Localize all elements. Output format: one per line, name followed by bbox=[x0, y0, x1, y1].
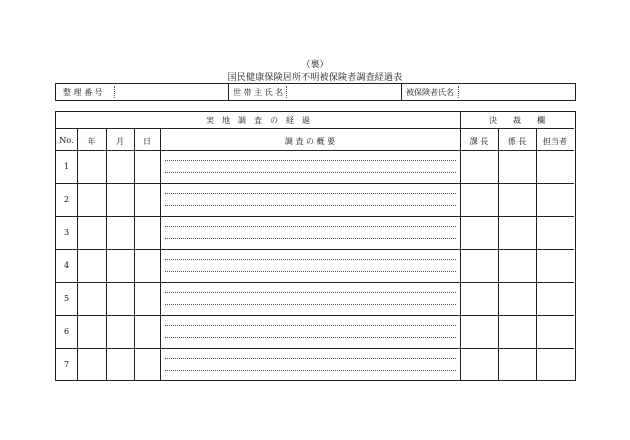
col-divider bbox=[77, 128, 78, 380]
row-number: 7 bbox=[63, 360, 70, 369]
row-number: 1 bbox=[63, 162, 70, 171]
insured-name-label: 被保険者氏名 bbox=[406, 88, 454, 97]
col-header-no: No. bbox=[59, 136, 74, 145]
summary-writing-line[interactable] bbox=[165, 304, 456, 305]
row-number: 6 bbox=[63, 327, 70, 336]
col-header-month: 月 bbox=[116, 137, 124, 146]
row-number: 3 bbox=[63, 228, 70, 237]
divider bbox=[401, 84, 402, 100]
divider bbox=[228, 84, 229, 100]
summary-writing-line[interactable] bbox=[165, 205, 456, 206]
summary-writing-line[interactable] bbox=[165, 238, 456, 239]
col-header-day: 日 bbox=[143, 137, 151, 146]
summary-writing-line[interactable] bbox=[165, 370, 456, 371]
col-divider bbox=[106, 128, 107, 380]
insured-name-field[interactable] bbox=[458, 86, 459, 98]
col-header-subsection-chief: 係 長 bbox=[507, 137, 527, 146]
col-divider bbox=[498, 128, 499, 380]
summary-writing-line[interactable] bbox=[165, 193, 456, 194]
row-number: 5 bbox=[63, 294, 70, 303]
form-title: 国民健康保険居所不明被保険者調査経過表 bbox=[227, 73, 403, 83]
col-divider bbox=[460, 112, 461, 380]
record-number-field[interactable] bbox=[114, 86, 115, 98]
summary-writing-line[interactable] bbox=[165, 226, 456, 227]
col-header-year: 年 bbox=[87, 137, 96, 146]
col-divider bbox=[536, 128, 537, 380]
col-header-person-in-charge: 担当者 bbox=[543, 137, 567, 146]
survey-progress-table bbox=[55, 111, 576, 381]
summary-writing-line[interactable] bbox=[165, 160, 456, 161]
row-number: 4 bbox=[63, 261, 70, 270]
summary-writing-line[interactable] bbox=[165, 172, 456, 173]
summary-writing-line[interactable] bbox=[165, 325, 456, 326]
summary-writing-line[interactable] bbox=[165, 337, 456, 338]
progress-group-header: 実 地 調 査 の 経 過 bbox=[206, 116, 310, 125]
info-bar bbox=[55, 83, 576, 101]
back-side-label: （裏） bbox=[301, 60, 329, 70]
col-divider bbox=[134, 128, 135, 380]
summary-writing-line[interactable] bbox=[165, 292, 456, 293]
row-number: 2 bbox=[63, 195, 70, 204]
householder-name-field[interactable] bbox=[286, 86, 287, 98]
col-header-section-chief: 課 長 bbox=[469, 137, 489, 146]
summary-writing-line[interactable] bbox=[165, 358, 456, 359]
householder-name-label: 世 帯 主 氏 名 bbox=[233, 88, 284, 97]
summary-writing-line[interactable] bbox=[165, 259, 456, 260]
col-header-summary: 調 査 の 概 要 bbox=[284, 137, 336, 146]
summary-writing-line[interactable] bbox=[165, 271, 456, 272]
record-number-label: 整 理 番 号 bbox=[63, 88, 103, 97]
approval-group-header: 決 裁 欄 bbox=[489, 116, 545, 125]
col-divider bbox=[160, 128, 161, 380]
